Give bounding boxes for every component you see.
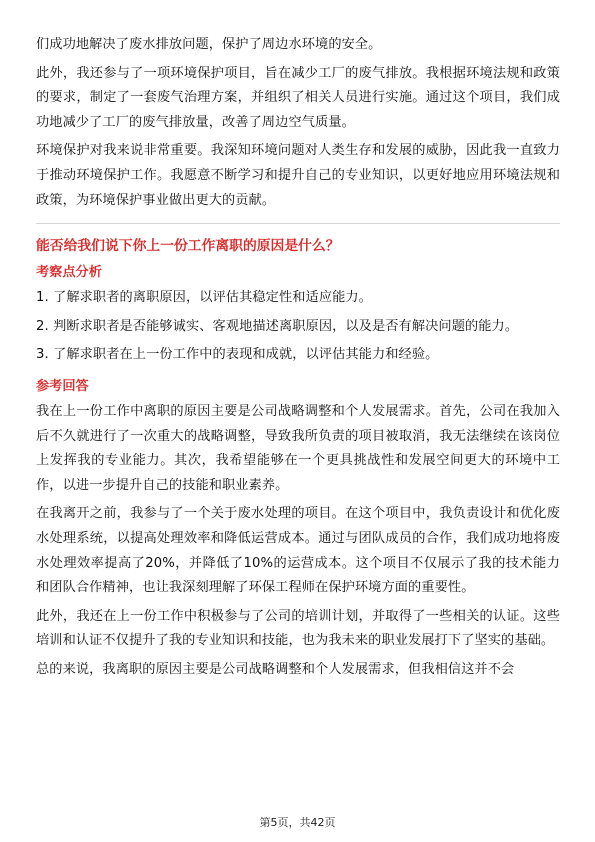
- intro-paragraph-3: 环境保护对我来说非常重要。我深知环境问题对人类生存和发展的威胁，因此我一直致力于推动环境保护工作。我愿意不断学习和提升自己的专业知识，以更好地应用环境法规和政策，为环境保护事业做出更大的贡献。: [36, 143, 560, 208]
- answer-title: 参考回答: [36, 378, 89, 394]
- page-number-footer: 第5页，共42页: [259, 816, 336, 829]
- answer-paragraph-4: 总的来说，我离职的原因主要是公司战略调整和个人发展需求，但我相信这并不会: [36, 661, 515, 677]
- analysis-item-1: 1. 了解求职者的离职原因，以评估其稳定性和适应能力。: [36, 290, 372, 306]
- section-divider: [36, 223, 560, 224]
- answer-paragraph-3: 此外，我还在上一份工作中积极参与了公司的培训计划，并取得了一些相关的认证。这些培训和认证不仅提升了我的专业知识和技能，也为我未来的职业发展打下了坚实的基础。: [36, 608, 560, 649]
- answer-paragraph-2: 在我离开之前，我参与了一个关于废水处理的项目。在这个项目中，我负责设计和优化废水处理系统，以提高处理效率和降低运营成本。通过与团队成员的合作，我们成功地将废水处理效率提高了20%，并降低了10%的运营成本。这个项目不仅展示了我的技术能力和团队合作精神，也让我深刻理解了环保工程师在保护环境方面的重要性。: [36, 506, 560, 596]
- analysis-item-3: 3. 了解求职者在上一份工作中的表现和成就，以评估其能力和经验。: [36, 347, 439, 363]
- analysis-title: 考察点分析: [36, 265, 102, 281]
- document-page: [36, 33, 560, 686]
- analysis-item-2: 2. 判断求职者是否能够诚实、客观地描述离职原因，以及是否有解决问题的能力。: [36, 318, 519, 334]
- question-heading: 能否给我们说下你上一份工作离职的原因是什么？: [36, 238, 340, 255]
- intro-paragraph-1: 们成功地解决了废水排放问题，保护了周边水环境的安全。: [36, 37, 382, 52]
- answer-paragraph-1: 我在上一份工作中离职的原因主要是公司战略调整和个人发展需求。首先，公司在我加入后不久就进行了一次重大的战略调整，导致我所负责的项目被取消，我无法继续在该岗位上发挥我的专业能力。其次，我希望能够在一个更具挑战性和发展空间更大的环境中工作，以进一步提升自己的技能和职业素养。: [36, 403, 560, 493]
- intro-paragraph-2: 此外，我还参与了一项环境保护项目，旨在减少工厂的废气排放。我根据环境法规和政策的要求，制定了一套废气治理方案，并组织了相关人员进行实施。通过这个项目，我们成功地减少了工厂的废气排放量，改善了周边空气质量。: [36, 65, 560, 130]
